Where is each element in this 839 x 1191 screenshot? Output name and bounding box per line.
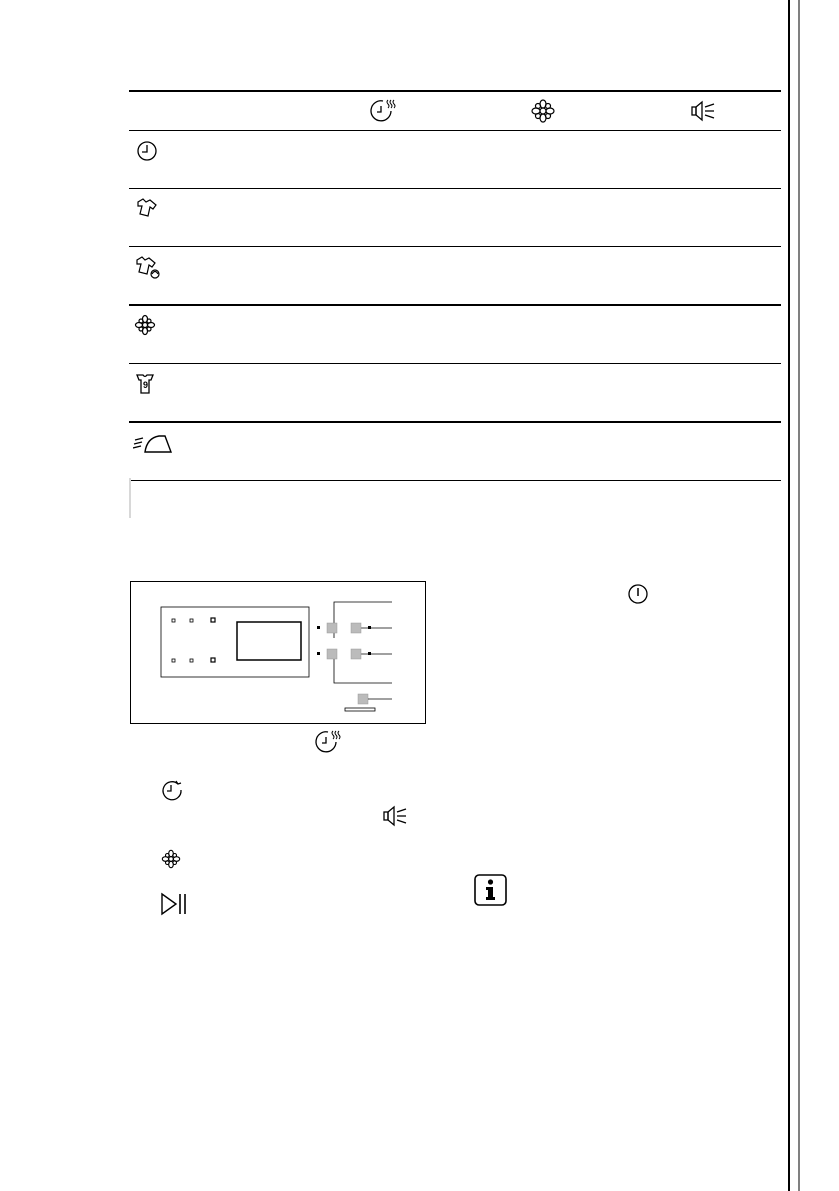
time-dry-icon xyxy=(133,138,163,166)
table-row xyxy=(129,189,781,247)
table-row xyxy=(129,247,781,306)
steam-timer-icon xyxy=(369,97,397,125)
svg-text:9: 9 xyxy=(143,380,149,390)
table-row xyxy=(129,306,781,364)
display-panel xyxy=(161,607,309,677)
table-header-row xyxy=(129,90,781,131)
cotton-eco-icon xyxy=(133,254,163,282)
start-pause-icon xyxy=(159,891,189,917)
easy-iron-icon xyxy=(133,430,181,458)
delicates-icon xyxy=(133,313,163,341)
info-icon xyxy=(474,874,507,906)
options-table xyxy=(129,90,781,481)
power-icon xyxy=(627,583,649,605)
delay-timer-icon xyxy=(160,778,184,802)
table-row xyxy=(129,364,781,423)
steam-timer-icon xyxy=(313,728,343,756)
panel-button xyxy=(327,623,337,633)
table-row xyxy=(129,131,781,189)
panel-button xyxy=(358,694,368,704)
panel-button xyxy=(327,649,337,659)
panel-button xyxy=(351,649,361,659)
table-row xyxy=(129,423,781,481)
control-panel-diagram xyxy=(130,581,426,724)
synthetics-icon xyxy=(133,371,163,399)
display-screen xyxy=(237,622,301,660)
page-edge-rule xyxy=(787,0,801,1191)
anti-crease-icon xyxy=(160,848,182,870)
sound-icon xyxy=(689,97,717,125)
control-panel-drawing xyxy=(131,582,427,725)
cotton-icon xyxy=(133,196,163,224)
sound-icon xyxy=(381,804,409,828)
margin-rule xyxy=(129,478,131,518)
panel-button xyxy=(351,623,361,633)
anti-crease-icon xyxy=(529,97,557,125)
